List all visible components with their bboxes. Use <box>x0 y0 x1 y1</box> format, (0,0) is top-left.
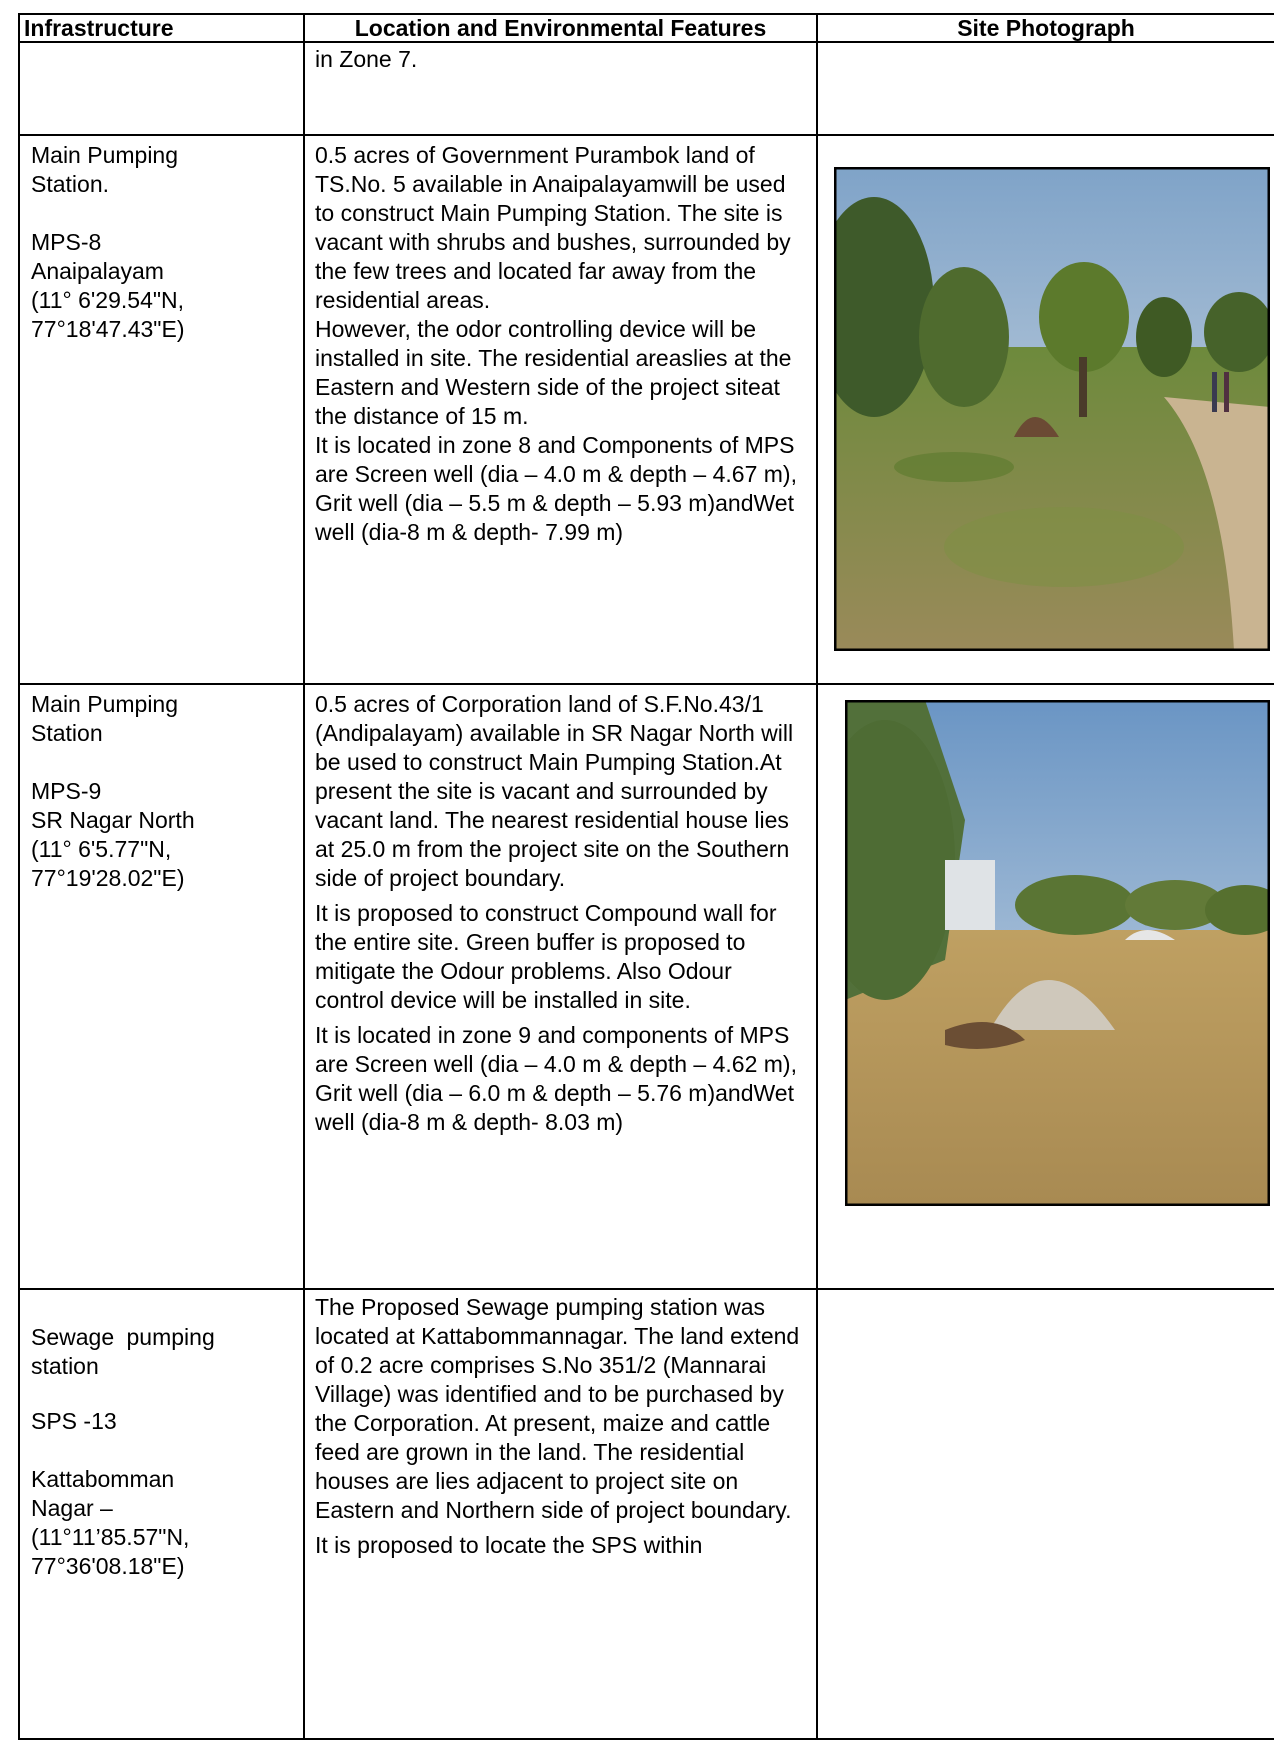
infra-coord-lon: 77°36'08.18"E) <box>31 1553 185 1579</box>
location-cell <box>304 42 817 135</box>
location-paragraph: However, the odor controlling device will be installed in site. The residential areaslies at the Eastern and Western side of the project siteat the distance of 15 m. <box>315 316 792 429</box>
location-paragraph: It is proposed to construct Compound wall for the entire site. Green buffer is proposed to mitigate the Odour problems. Also Odour control device will be installed in site. <box>315 900 777 1013</box>
infrastructure-cell <box>19 1289 304 1739</box>
header-infrastructure: Infrastructure <box>19 14 304 42</box>
infra-line: Station. <box>31 171 109 197</box>
table-header-row <box>19 14 1274 42</box>
infra-locality: Nagar – <box>31 1495 113 1521</box>
table-row <box>19 684 1274 1289</box>
infra-coord-lat: (11° 6'29.54"N, <box>31 287 185 313</box>
location-paragraph: The Proposed Sewage pumping station was located at Kattabommannagar. The land extend of 0.2 acre comprises S.No 351/2 (Mannarai Village) was identified and to be purchased by the Corporation. At present, maize and cattle feed are grown in the land. The residential houses are lies adjacent to project site on Eastern and Northern side of project boundary. <box>315 1294 800 1523</box>
location-paragraph: 0.5 acres of Government Purambok land of TS.No. 5 available in Anaipalayamwill be used to construct Main Pumping Station. The site is vacant with shrubs and bushes, surrounded by the few trees and located far away from the residential areas. <box>315 142 791 313</box>
location-paragraph: It is proposed to locate the SPS within <box>315 1532 703 1558</box>
header-location: Location and Environmental Features <box>304 14 817 42</box>
infra-locality: SR Nagar North <box>31 807 195 833</box>
infra-coord-lon: 77°18'47.43"E) <box>31 316 185 342</box>
location-cell <box>304 135 817 684</box>
site-photo-mps8 <box>834 167 1270 651</box>
header-site-photograph: Site Photograph <box>817 14 1274 42</box>
infra-coord-lon: 77°19'28.02"E) <box>31 865 185 891</box>
location-paragraph: 0.5 acres of Corporation land of S.F.No.43/1 (Andipalayam) available in SR Nagar North will be used to construct Main Pumping Station.At present the site is vacant and surrounded by vacant land. The nearest residential house lies at 25.0 m from the project site on the Southern side of project boundary. <box>315 691 794 891</box>
location-cell <box>304 1289 817 1739</box>
location-paragraph: It is located in zone 8 and Components of MPS are Screen well (dia – 4.0 m & depth – 4.67 m), Grit well (dia – 5.5 m & depth – 5.93 m)andWet well (dia-8 m & depth- 7.99 m) <box>315 432 797 545</box>
infra-line: Station <box>31 720 103 746</box>
table-row <box>19 1289 1274 1739</box>
infra-line: Main Pumping <box>31 142 179 168</box>
infrastructure-cell <box>19 135 304 684</box>
infra-locality: Kattabomman <box>31 1466 175 1492</box>
photo-cell <box>817 684 1274 1289</box>
location-paragraph: It is located in zone 9 and components of MPS are Screen well (dia – 4.0 m & depth – 4.62 m), Grit well (dia – 6.0 m & depth – 5.76 m)andWet well (dia-8 m & depth- 8.03 m) <box>315 1022 797 1135</box>
location-cell <box>304 684 817 1289</box>
infra-line: station <box>31 1353 99 1379</box>
infra-line: Main Pumping <box>31 691 179 717</box>
infra-code: MPS-8 <box>31 229 102 255</box>
photo-cell <box>817 42 1274 135</box>
infrastructure-cell <box>19 684 304 1289</box>
infra-line: Sewage pumping <box>31 1324 215 1350</box>
infra-code: SPS -13 <box>31 1408 117 1434</box>
site-photo-mps9 <box>845 700 1270 1206</box>
infra-locality: Anaipalayam <box>31 258 164 284</box>
infrastructure-cell <box>19 42 304 135</box>
infrastructure-table <box>18 13 1274 1740</box>
photo-cell <box>817 135 1274 684</box>
infra-coord-lat: (11°11’85.57"N, <box>31 1524 190 1550</box>
table-row <box>19 135 1274 684</box>
infra-coord-lat: (11° 6'5.77"N, <box>31 836 172 862</box>
photo-cell <box>817 1289 1274 1739</box>
table-row <box>19 42 1274 135</box>
location-paragraph: in Zone 7. <box>315 46 418 72</box>
infra-code: MPS-9 <box>31 778 102 804</box>
